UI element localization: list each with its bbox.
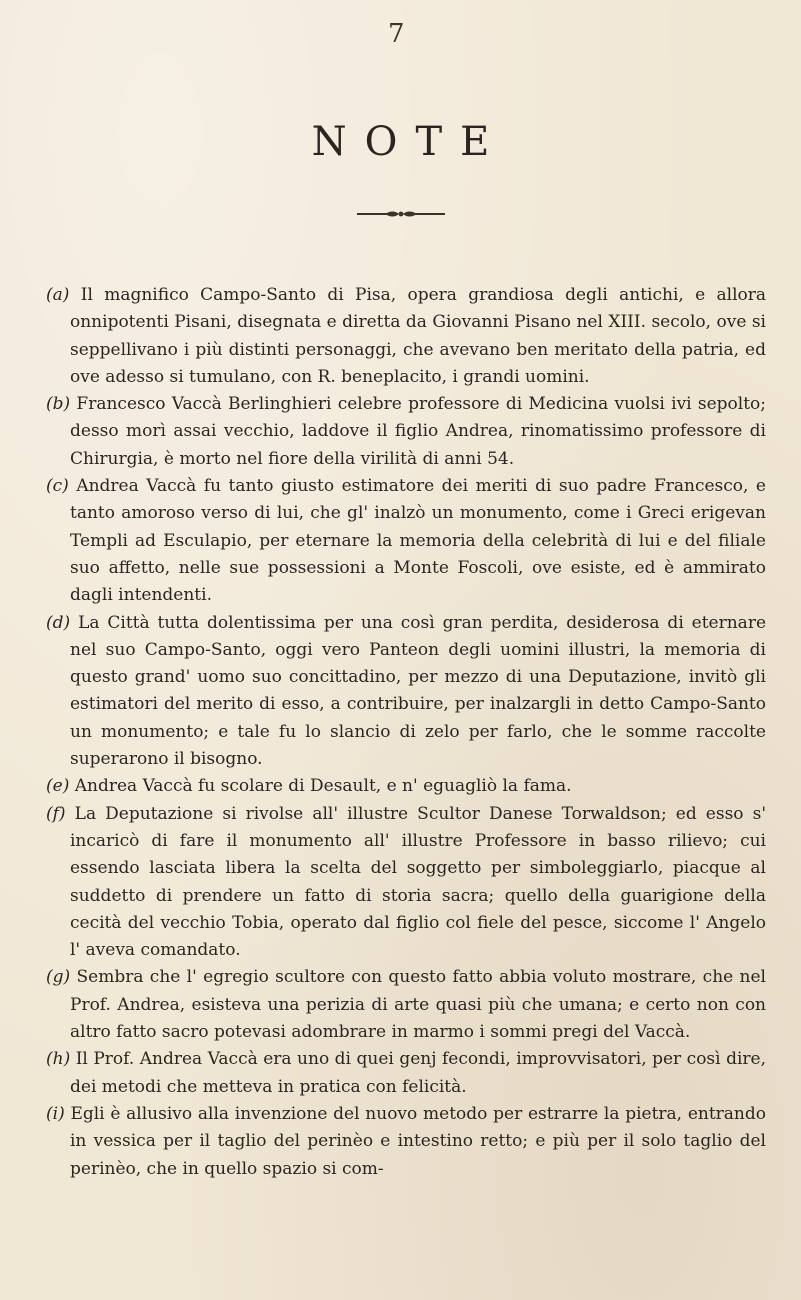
- note-mark: (c): [46, 476, 69, 497]
- note-d: [46, 610, 766, 774]
- note-text: Sembra che l' egregio scultore con questo fatto abbia voluto mostrare, che nel Prof. Andrea, esisteva una perizia di arte quasi più che umana; e certo non con altro fatto sacro potevasi adombrare in marmo i sommi pregi del Vaccà.: [70, 967, 766, 1043]
- page-title: NOTE: [311, 119, 508, 165]
- note-mark: (h): [46, 1049, 71, 1070]
- note-b: [46, 391, 766, 473]
- note-e: [46, 773, 766, 800]
- note-text: Il Prof. Andrea Vaccà era uno di quei genj fecondi, improvvisatori, per così dire, dei metodi che metteva in pratica con felicità.: [70, 1049, 766, 1097]
- note-text: La Deputazione si rivolse all' illustre Scultor Danese Torwaldson; ed esso s' incaricò di fare il monumento all' illustre Professore in basso rilievo; cui essendo lasciata libera la scelta del soggetto per simboleggiarlo, piacque al suddetto di prendere un fatto di storia sacra; quello della guarigione della cecità del vecchio Tobia, operato dal figlio col fiele del pesce, siccome l' Angelo l' aveva comandato.: [70, 803, 767, 961]
- note-text: La Città tutta dolentissima per una così gran perdita, desiderosa di eternare nel suo Campo-Santo, oggi vero Panteon degli uomini illustri, la memoria di questo grand' uomo suo concittadino, per mezzo di una Deputazione, invitò gli estimatori del merito di esso, a contribuire, per inalzargli in detto Campo-Santo un monumento; e tale fu lo slancio di zelo per farlo, che le somme raccolte superarono il bisogno.: [70, 612, 767, 770]
- notes-list: [46, 282, 766, 1183]
- note-text: Egli è allusivo alla invenzione del nuovo metodo per estrarre la pietra, entrando in vessica per il taglio del perinèo e intestino retto; e più per il solo taglio del perinèo, che in quello spazio si com-: [70, 1103, 766, 1179]
- note-mark: (e): [46, 776, 70, 797]
- note-mark: (a): [46, 285, 70, 305]
- ornament-divider: [355, 207, 447, 221]
- note-c: [46, 473, 766, 609]
- note-text: Il magnifico Campo-Santo di Pisa, opera grandiosa degli antichi, e allora onnipotenti Pisani, disegnata e diretta da Giovanni Pisano nel XIII. secolo, ove si seppellivano i più distinti personaggi, che avevano ben meritato della patria, ed ove adesso si tumulano, con R. beneplacito, i grandi uomini.: [70, 285, 767, 387]
- note-g: [46, 964, 766, 1046]
- note-a: [46, 282, 766, 391]
- note-mark: (d): [46, 612, 71, 633]
- note-h: [46, 1046, 766, 1101]
- note-text: Francesco Vaccà Berlinghieri celebre professore di Medicina vuolsi ivi sepolto; desso morì assai vecchio, laddove il figlio Andrea, rinomatissimo professore di Chirurgia, è morto nel fiore della virilità di anni 54.: [70, 394, 766, 469]
- note-mark: (b): [46, 394, 71, 415]
- note-mark: (g): [46, 967, 71, 988]
- note-i: [46, 1101, 766, 1183]
- page-number: 7: [388, 19, 405, 49]
- note-mark: (f): [46, 803, 66, 824]
- note-f: [46, 801, 766, 965]
- note-text: Andrea Vaccà fu tanto giusto estimatore dei meriti di suo padre Francesco, e tanto amoroso verso di lui, che gl' inalzò un monumento, come i Greci erigevan Templi ad Esculapio, per eternare la memoria della celebrità di lui e del filiale suo affetto, nelle sue possessioni a Monte Foscoli, ove esiste, ed è ammirato dagli intendenti.: [70, 476, 766, 606]
- note-text: Andrea Vaccà fu scolare di Desault, e n' eguagliò la fama.: [74, 776, 572, 797]
- note-mark: (i): [46, 1103, 65, 1124]
